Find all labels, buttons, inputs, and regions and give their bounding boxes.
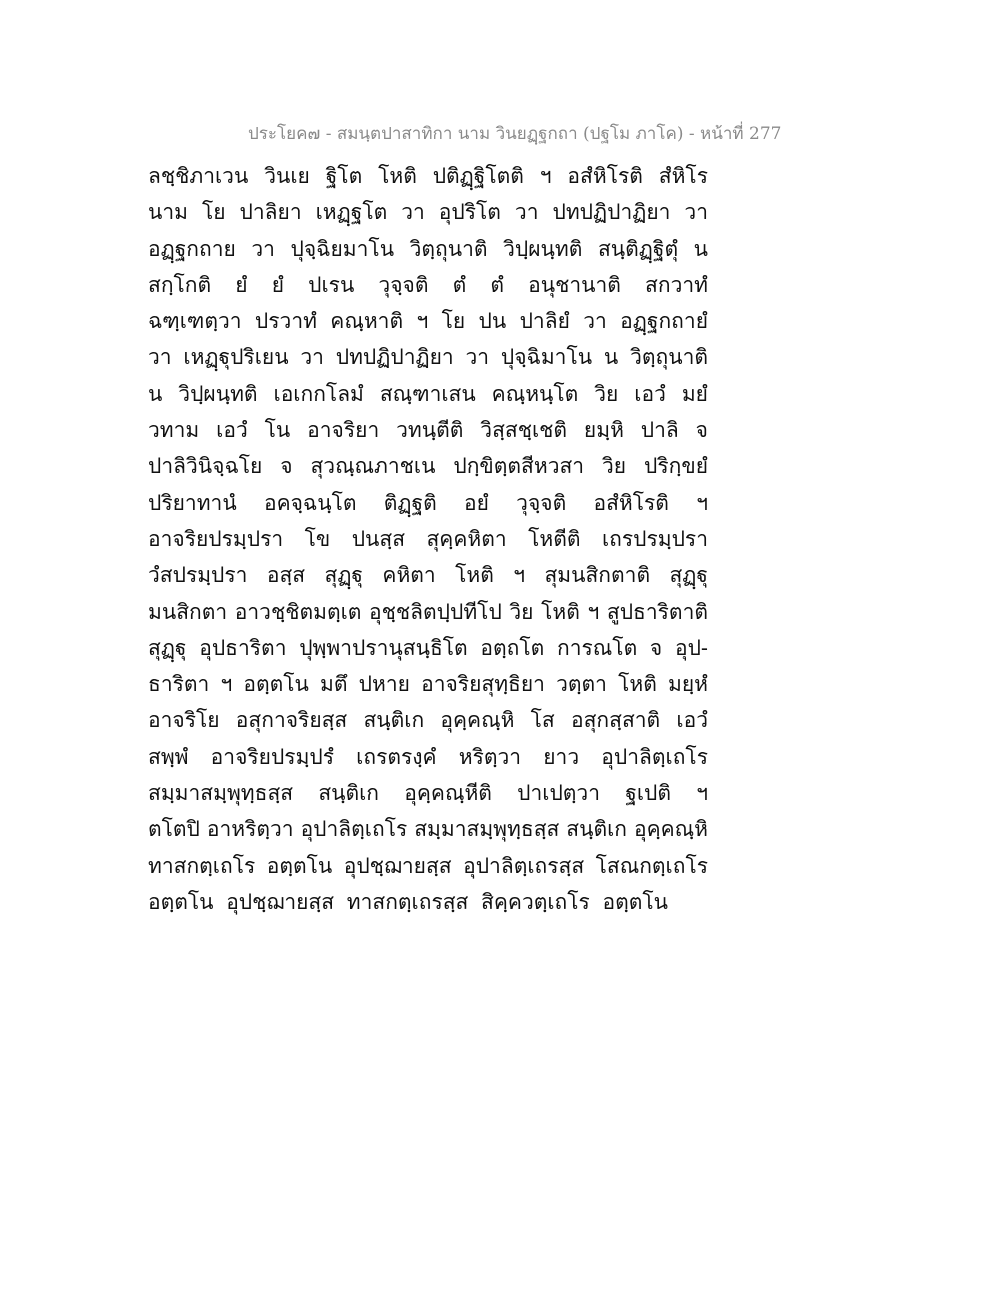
text-line: ธาริตา ฯ อตฺตโน มตึ ปหาย อาจริยสุทฺธิยา วตฺตา โหติ มยฺหํ — [148, 672, 708, 697]
text-line: อตฺตโน อุปชฺฌายสฺส ทาสกตฺเถรสฺส สิคฺควตฺเถโร อตฺตโน — [148, 889, 669, 914]
text-line: ฉฑฺเฑตฺวา ปรวาทํ คณฺหาติ ฯ โย ปน ปาลิยํ วา อฏฺฐกถายํ — [148, 309, 708, 334]
text-line: วํสปรมฺปรา อสฺส สุฏฺฐุ คหิตา โหติ ฯ สุมนสิกตาติ สุฏฺฐุ — [148, 563, 708, 588]
text-line: ลชฺชิภาเวน วินเย ฐิโต โหติ ปติฏฺฐิโตติ ฯ อสํหิโรติ สํหิโร — [148, 164, 708, 188]
text-line: วทาม เอวํ โน อาจริยา วทนฺตีติ วิสฺสชฺเชติ ยมฺหิ ปาลิ จ — [148, 418, 708, 443]
text-line: สกฺโกติ ยํ ยํ ปเรน วุจฺจติ ตํ ตํ อนุชานาติ สกวาทํ — [148, 272, 708, 297]
text-line: สพฺพํ อาจริยปรมฺปรํ เถรตรงฺคํ หริตฺวา ยาว อุปาลิตฺเถโร — [148, 744, 708, 769]
text-line: ทาสกตฺเถโร อตฺตโน อุปชฺฌายสฺส อุปาลิตฺเถรสฺส โสณกตฺเถโร — [148, 853, 708, 878]
text-line: นาม โย ปาลิยา เหฏฺฐโต วา อุปริโต วา ปทปฏิปาฏิยา วา — [148, 200, 708, 225]
text-line: ตโตปิ อาหริตฺวา อุปาลิตฺเถโร สมฺมาสมฺพุทฺธสฺส สนฺติเก อุคฺคณฺหิ — [148, 817, 708, 842]
text-line: วา เหฏฺฐุปริเยน วา ปทปฏิปาฏิยา วา ปุจฺฉิมาโน น วิตฺถุนาติ — [148, 345, 708, 370]
text-line: มนสิกตา อาวชฺชิตมตฺเต อุชฺชลิตปฺปทีโป วิย โหติ ฯ สูปธาริตาติ — [148, 599, 708, 624]
page-header: ประโยค๗ - สมนฺตปาสาทิกา นาม วินยฏฺฐกถา (ปฐโม ภาโค) - หน้าที่ 277 — [248, 124, 782, 144]
text-line: สุฏฺฐุ อุปธาริตา ปุพฺพาปรานุสนฺธิโต อตฺถโต การณโต จ อุป- — [148, 635, 708, 660]
body-text — [148, 158, 708, 920]
text-line: น วิปฺผนฺทติ เอเกกโลมํ สณฺฑาเสน คณฺหนฺโต วิย เอวํ มยํ — [148, 381, 708, 406]
text-line: อาจริยปรมฺปรา โข ปนสฺส สุคฺคหิตา โหตีติ เถรปรมฺปรา — [148, 526, 708, 551]
text-line: ปาลิวินิจฺฉโย จ สุวณฺณภาชเน ปกฺขิตฺตสีหวสา วิย ปริกฺขยํ — [148, 454, 708, 479]
text-line: ปริยาทานํ อคจฺฉนฺโต ติฏฺฐติ อยํ วุจฺจติ อสํหิโรติ ฯ — [148, 490, 708, 515]
text-line: อาจริโย อสุกาจริยสฺส สนฺติเก อุคฺคณฺหิ โส อสุกสฺสาติ เอวํ — [148, 708, 708, 733]
text-line: อฏฺฐกถาย วา ปุจฺฉิยมาโน วิตฺถุนาติ วิปฺผนฺทติ สนฺติฏฺฐิตุํ น — [148, 236, 708, 261]
text-line: สมฺมาสมฺพุทฺธสฺส สนฺติเก อุคฺคณฺหีติ ปาเปตฺวา ฐเปติ ฯ — [148, 781, 708, 806]
